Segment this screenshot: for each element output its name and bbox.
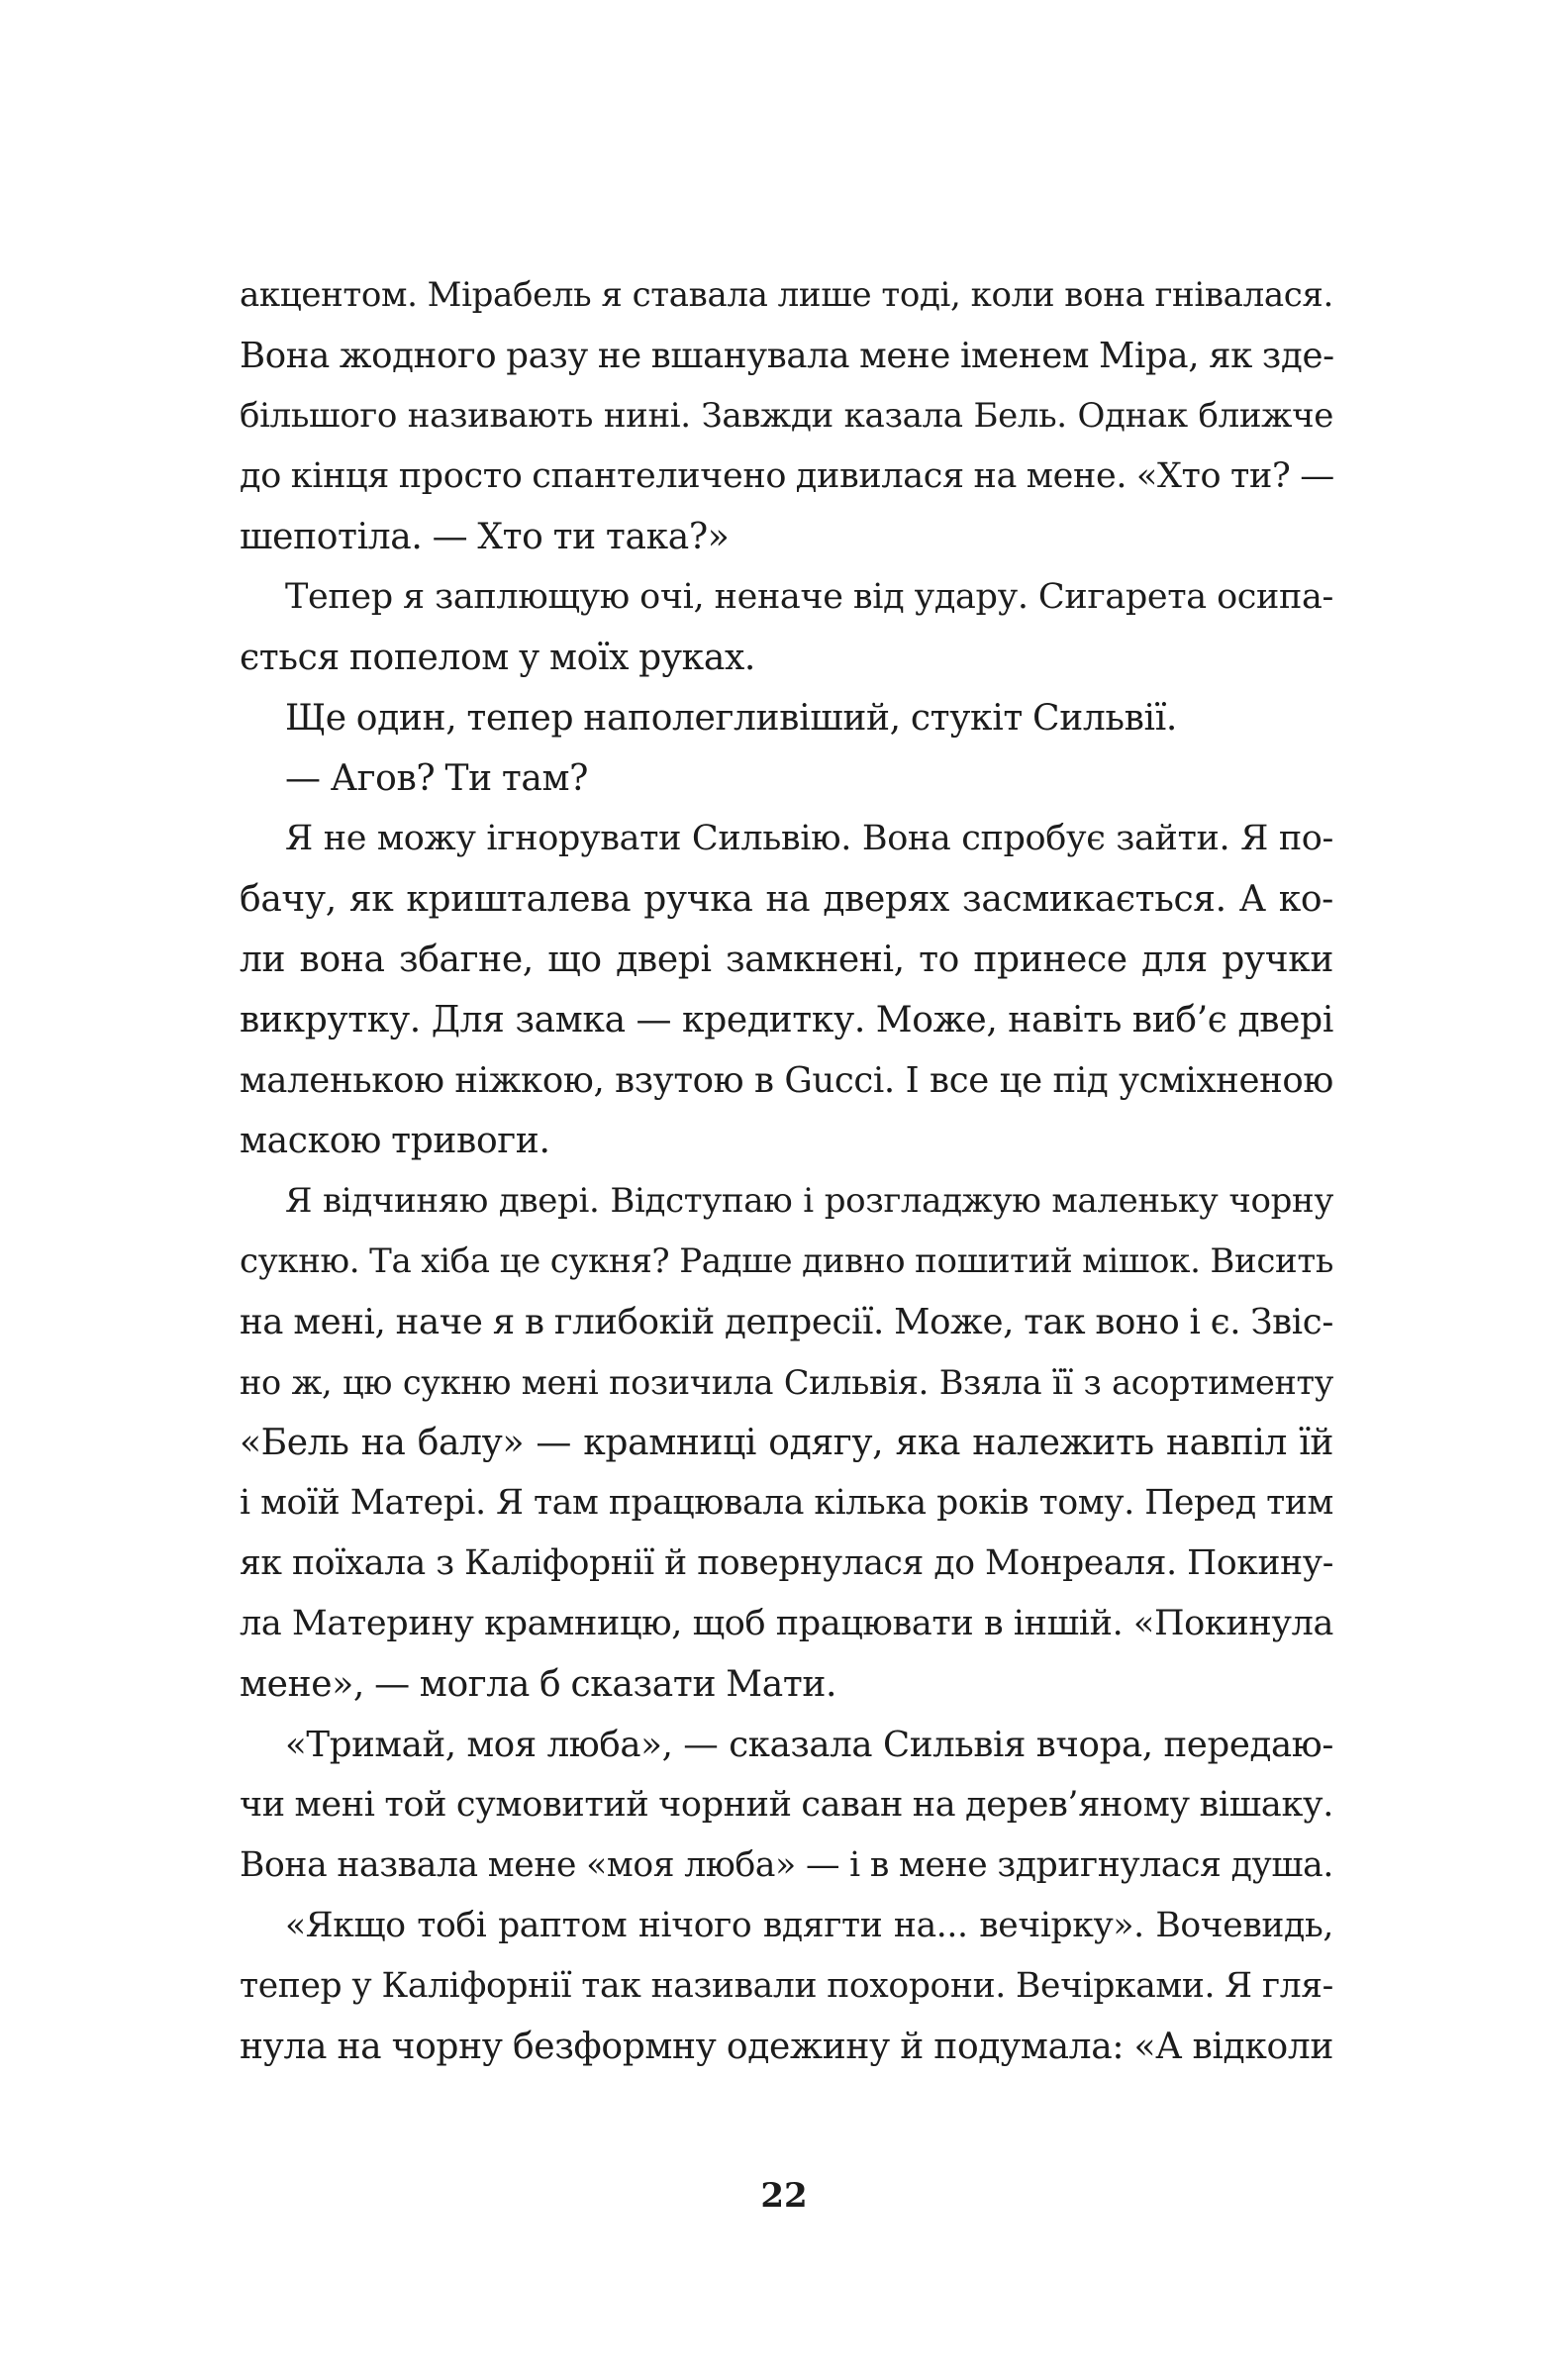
text-line: більшого називають нині. Завжди казала Бель. Однак ближче [240,396,1333,436]
text-line: «Якщо тобі раптом нічого вдягти на... вечірку». Вочевидь, [285,1906,1333,1945]
text-line: тепер у Каліфорнії так називали похорони. Вечірками. Я гля- [240,1966,1333,2006]
text-line: Тепер я заплющую очі, неначе від удару. Сигарета осипа- [285,577,1333,617]
text-line: до кінця просто спантеличено дивилася на мене. «Хто ти? — [240,456,1334,496]
text-line: маскою тривоги. [240,1121,550,1161]
text-line: — Агов? Ти там? [285,758,589,799]
text-line: і моїй Матері. Я там працювала кілька років тому. Перед тим [240,1483,1333,1523]
text-line: нула на чорну безформну одежину й подумала: «А відколи [240,2027,1333,2067]
text-line: Я відчиняю двері. Відступаю і розгладжую маленьку чорну [285,1181,1333,1221]
text-line: викрутку. Для замка — кредитку. Може, навіть виб’є двері [240,1000,1333,1040]
text-line: мене», — могла б сказати Мати. [240,1664,837,1705]
page-number: 22 [760,2176,808,2216]
text-line: «Тримай, моя люба», — сказала Сильвія вчора, передаю- [285,1725,1333,1765]
text-line: Вона назвала мене «моя люба» — і в мене здригнулася душа. [240,1845,1333,1885]
text-line: «Бель на балу» — крамниці одягу, яка належить навпіл їй [240,1423,1333,1463]
text-line: чи мені той сумовитий чорний саван на дерев’яному вішаку. [240,1785,1333,1825]
text-line: Ще один, тепер наполегливіший, стукіт Сильвії. [285,698,1177,739]
text-line: сукню. Та хіба це сукня? Радше дивно пошитий мішок. Висить [240,1241,1333,1281]
text-line: Вона жодного разу не вшанувала мене іменем Міра, як зде- [240,336,1334,376]
text-line: но ж, цю сукню мені позичила Сильвія. Взяла її з асортименту [240,1363,1333,1402]
text-line: бачу, як кришталева ручка на дверях засмикається. А ко- [240,879,1333,920]
text-line: Я не можу ігнорувати Сильвію. Вона спробує зайти. Я по- [285,819,1333,858]
text-line: акцентом. Мірабель я ставала лише тоді, коли вона гнівалася. [240,275,1333,315]
text-line: ли вона збагне, що двері замкнені, то принесе для ручки [240,940,1333,980]
text-line: на мені, наче я в глибокій депресії. Може, так воно і є. Звіс- [240,1302,1333,1342]
text-line: ла Материну крамницю, щоб працювати в іншій. «Покинула [240,1604,1333,1643]
text-line: шепотіла. — Хто ти така?» [240,517,730,557]
text-line: ється попелом у моїх руках. [240,638,755,678]
text-line: маленькою ніжкою, взутою в Gucci. І все це під усміхненою [240,1060,1333,1101]
text-line: як поїхала з Каліфорнії й повернулася до Монреаля. Покину- [240,1543,1333,1583]
body-text [240,265,1333,2077]
